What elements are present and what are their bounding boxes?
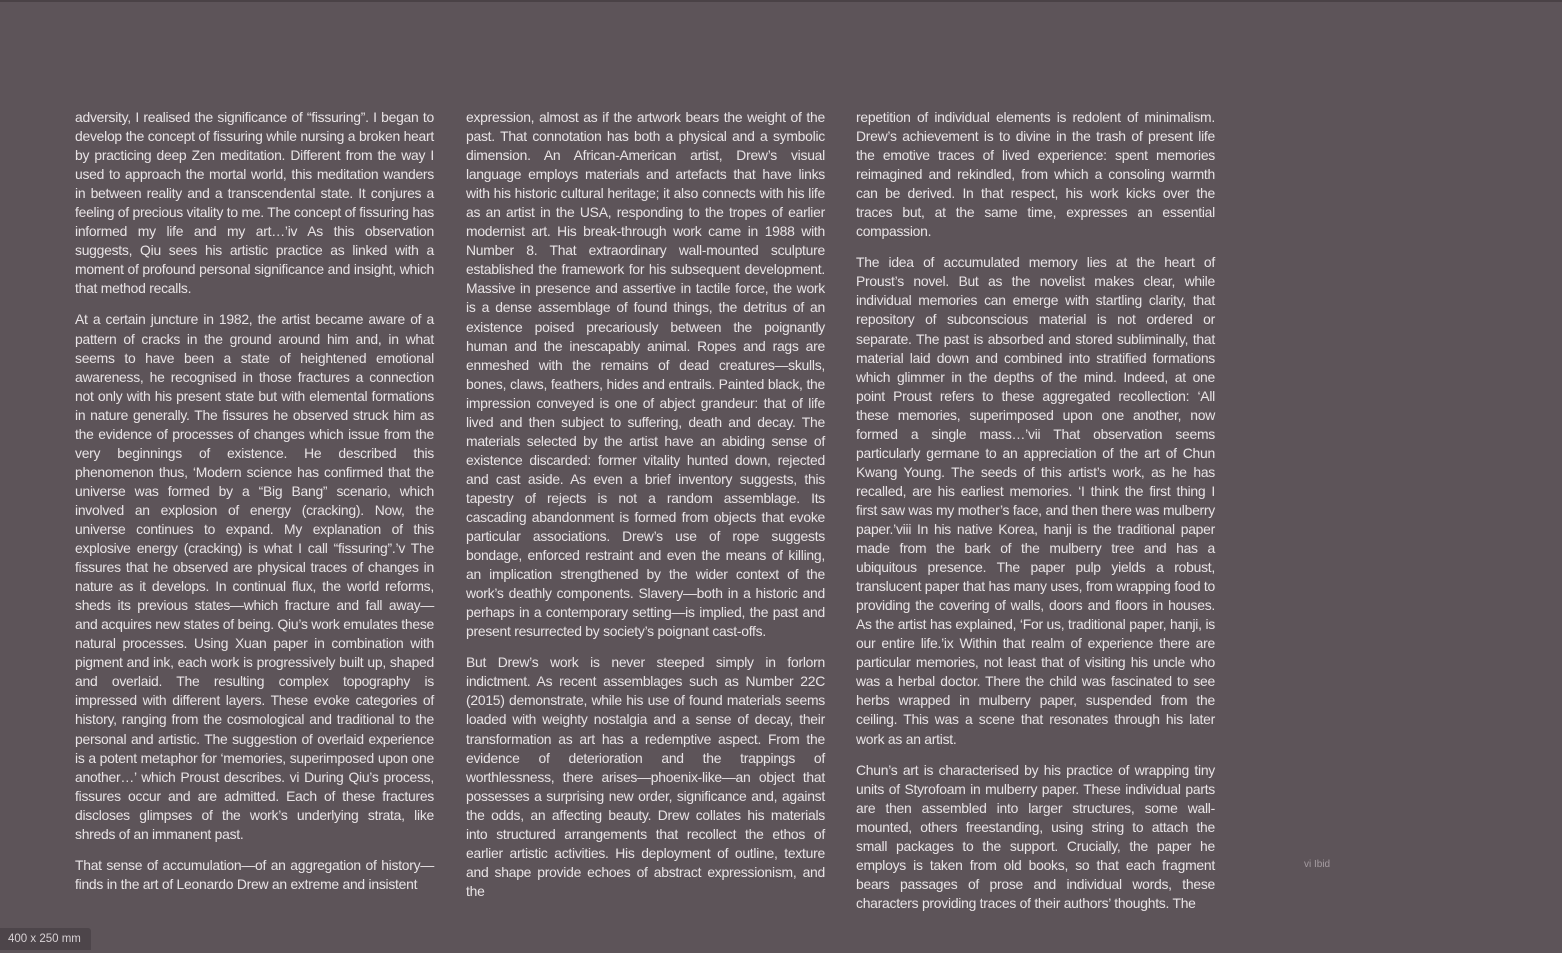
footnote: vi Ibid	[1304, 859, 1331, 870]
paragraph: Chun’s art is characterised by his practice of wrapping tiny units of Styrofoam in mulberry paper. These individual parts are then assembled into larger structures, some wall-mounted, others freestanding, using string to attach the small packages to the support. Crucially, the paper he employs is taken from old books, so that each fragment bears passages of prose and individual words, these characters providing traces of their authors’ thoughts. The	[856, 761, 1215, 911]
paragraph: repetition of individual elements is redolent of minimalism. Drew’s achievement is to divine in the trash of present life the emotive traces of lived experience: spent memories reimagined and rekindled, from which a consoling warmth can be derived. In that respect, his work kicks over the traces but, at the same time, expresses an essential compassion.	[856, 109, 1215, 240]
paragraph: adversity, I realised the significance of “fissuring”. I began to develop the concept of fissuring while nursing a broken heart by practicing deep Zen meditation. Different from the way I used to approach the mortal world, this meditation wanders in between reality and a transcendental state. It conjures a feeling of precious vitality to me. The concept of fissuring has informed my life and my art…’iv As this observation suggests, Qiu sees his artistic practice as linked with a moment of profound personal significance and insight, which that method recalls.	[75, 109, 434, 297]
page-dimension-label: 400 x 250 mm	[0, 928, 91, 950]
text-column-1	[75, 108, 434, 892]
paragraph: That sense of accumulation—of an aggregation of history—finds in the art of Leonardo Drew an extreme and insistent	[75, 856, 434, 892]
text-column-3	[856, 108, 1215, 911]
paragraph: expression, almost as if the artwork bears the weight of the past. That connotation has both a physical and a symbolic dimension. An African-American artist, Drew’s visual language employs materials and artefacts that have links with his historic cultural heritage; it also connects with his life as an artist in the USA, responding to the tropes of earlier modernist art. His break-through work came in 1988 with Number 8. That extraordinary wall-mounted sculpture established the framework for his subsequent development. Massive in presence and assertive in tactile force, the work is a dense assemblage of found things, the detritus of an existence poised precariously between the poignantly human and the inescapably animal. Ropes and rags are enmeshed with the remains of dead creatures—skulls, bones, claws, feathers, hides and entrails. Painted black, the impression conveyed is one of abject grandeur: that of life lived and then subject to suffering, death and decay. The materials selected by the artist have an abiding sense of existence discarded: former vitality hunted down, rejected and cast aside. As even a brief inventory suggests, this tapestry of rejects is not a random assemblage. Its cascading abandonment is formed from objects that evoke particular associations. Drew’s use of rope suggests bondage, enforced restraint and even the means of killing, an implication strengthened by the wider context of the work’s deathly components. Slavery—both in a historic and perhaps in a contemporary setting—is implied, the past and present resurrected by society’s poignant cast-offs.	[466, 109, 825, 640]
paragraph: At a certain juncture in 1982, the artist became aware of a pattern of cracks in the ground around him and, in what seems to have been a state of heightened emotional awareness, he recognised in those fractures a connection not only with his present state but with elemental formations in nature generally. The fissures he observed struck him as the evidence of processes of changes which issue from the very beginnings of existence. He described this phenomenon thus, ‘Modern science has confirmed that the universe was formed by a “Big Bang” scenario, which involved an explosion of energy (cracking). Now, the universe continues to expand. My explanation of this explosive energy (cracking) is what I call “fissuring”.’v The fissures that he observed are physical traces of changes in nature as it develops. In continual flux, the world reforms, sheds its previous states—which fracture and fall away—and acquires new states of being. Qiu’s work emulates these natural processes. Using Xuan paper in combination with pigment and ink, each work is progressively built up, shaped and overlaid. The resulting complex topography is impressed with different layers. These evoke categories of history, ranging from the cosmological and traditional to the personal and artistic. The suggestion of overlaid experience is a potent metaphor for ‘memories, superimposed upon one another…’ which Proust describes. vi During Qiu’s process, fissures occur and are admitted. Each of these fractures discloses glimpses of the work’s underlying strata, like shreds of an immanent past.	[75, 311, 434, 842]
paragraph: The idea of accumulated memory lies at the heart of Proust’s novel. But as the novelist makes clear, while individual memories can emerge with startling clarity, that repository of subconscious material is not ordered or separate. The past is absorbed and stored subliminally, that material laid down and combined into stratified formations which glimmer in the depths of the mind. Indeed, at one point Proust refers to these aggregated recollection: ‘All these memories, superimposed upon one another, now formed a single mass…’vii That observation seems particularly germane to an appreciation of the art of Chun Kwang Young. The seeds of this artist’s work, as he has recalled, are his earliest memories. ‘I think the first thing I first saw was my mother’s face, and then there was mulberry paper.’viii In his native Korea, hanji is the traditional paper made from the bark of the mulberry tree and has a ubiquitous presence. The paper pulp yields a robust, translucent paper that has many uses, from wrapping food to providing the covering of walls, doors and floors in houses. As the artist has explained, ‘For us, traditional paper, hanji, is our entire life.’ix Within that realm of experience there are particular memories, not least that of visiting his uncle who was a herbal doctor. There the child was fascinated to see herbs wrapped in mulberry paper, suspended from the ceiling. This was a scene that resonates through his later work as an artist.	[856, 254, 1215, 747]
paragraph: But Drew’s work is never steeped simply in forlorn indictment. As recent assemblages such as Number 22C (2015) demonstrate, while his use of found materials seems loaded with weighty nostalgia and a sense of decay, their transformation as art has a redemptive aspect. From the evidence of deterioration and the trappings of worthlessness, there arises—phoenix-like—an object that possesses a surprising new order, significance and, against the odds, an affecting beauty. Drew collates his materials into structured arrangements that recollect the ethos of earlier artistic activities. His deployment of outline, texture and shape provide echoes of abstract expressionism, and the	[466, 654, 825, 899]
text-column-2	[466, 108, 825, 899]
